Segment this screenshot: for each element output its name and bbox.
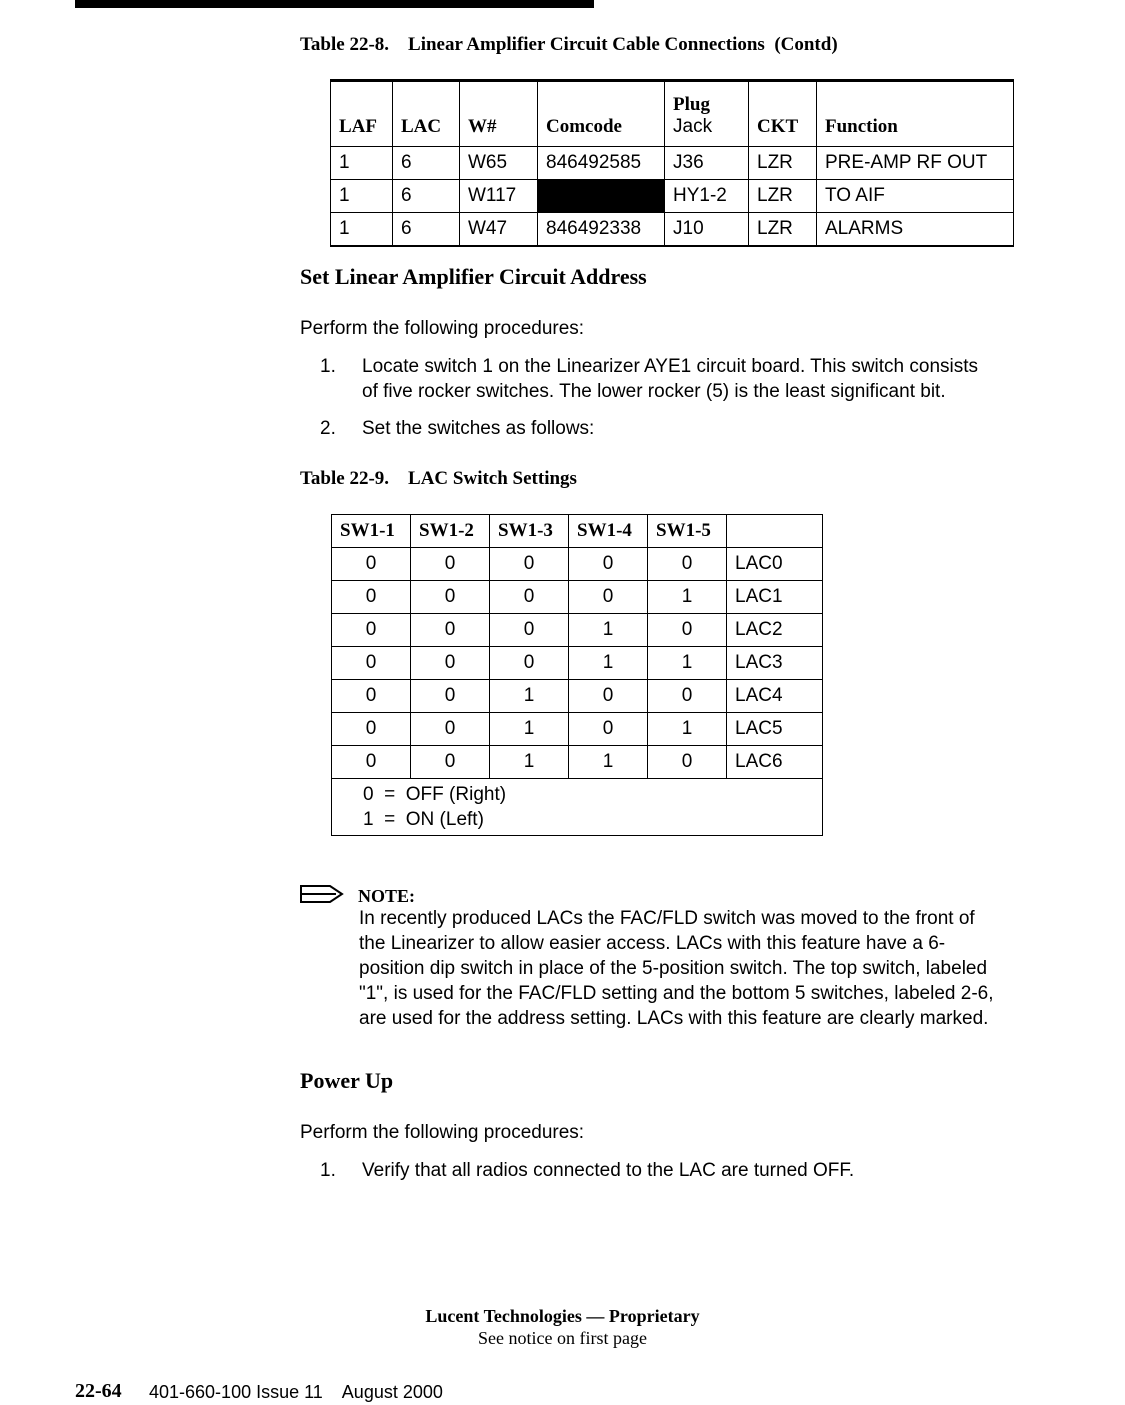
note-label: NOTE: — [358, 886, 416, 906]
cell-switch: 0 — [332, 746, 411, 779]
cell-switch: 0 — [332, 548, 411, 581]
note-line: are used for the address setting. LACs with this feature are clearly marked. — [359, 1008, 989, 1029]
cell-switch: 1 — [648, 647, 727, 680]
col-sw1-3: SW1-3 — [490, 515, 569, 548]
table-legend-row — [332, 779, 823, 836]
cell-switch: 1 — [569, 614, 648, 647]
list-item — [320, 416, 1060, 442]
cell-lac: 6 — [393, 213, 460, 247]
cell-laf: 1 — [331, 147, 393, 180]
cell-switch: 1 — [648, 713, 727, 746]
cell-plugjack: J36 — [665, 147, 749, 180]
note-line: the Linearizer to allow easier access. LACs with this feature have a 6- — [359, 933, 946, 954]
table-row — [332, 581, 823, 614]
cell-switch: 1 — [490, 746, 569, 779]
table-row — [332, 746, 823, 779]
cell-laf: 1 — [331, 180, 393, 213]
note-line: "1", is used for the FAC/FLD setting and the bottom 5 switches, labeled 2-6, — [359, 983, 994, 1004]
col-w: W# — [460, 81, 538, 147]
table1-caption: Table 22-8. Linear Amplifier Circuit Cable Connections (Contd) — [300, 34, 838, 55]
table-header-row — [331, 81, 1014, 147]
lac-switch-settings-table — [331, 514, 823, 836]
step-number: 1. — [320, 356, 336, 377]
table-row — [332, 713, 823, 746]
footer-company: Lucent Technologies — Proprietary — [425, 1306, 700, 1326]
cell-switch: 0 — [411, 713, 490, 746]
cell-switch: 0 — [648, 680, 727, 713]
step-text: Set the switches as follows: — [362, 418, 595, 439]
col-lac: LAC — [393, 81, 460, 147]
cell-laf: 1 — [331, 213, 393, 247]
cell-switch: 0 — [648, 746, 727, 779]
section-intro: Perform the following procedures: — [300, 1122, 585, 1143]
cell-ckt: LZR — [749, 180, 817, 213]
document-id: 401-660-100 Issue 11 August 2000 — [149, 1382, 443, 1402]
cell-switch: 0 — [332, 680, 411, 713]
cell-switch: 0 — [411, 680, 490, 713]
col-sw1-1: SW1-1 — [332, 515, 411, 548]
cell-function: PRE-AMP RF OUT — [817, 147, 1014, 180]
cell-comcode-redacted — [538, 180, 665, 213]
cell-switch: 0 — [569, 713, 648, 746]
step-text-line: Locate switch 1 on the Linearizer AYE1 circuit board. This switch consists — [362, 356, 979, 377]
table-row — [331, 213, 1014, 247]
cell-switch: 0 — [490, 548, 569, 581]
cell-switch: 0 — [332, 647, 411, 680]
top-rule — [75, 0, 594, 8]
table2-caption: Table 22-9. LAC Switch Settings — [300, 468, 577, 489]
cell-switch: 1 — [490, 713, 569, 746]
section-heading-address: Set Linear Amplifier Circuit Address — [300, 264, 647, 289]
page-number: 22-64 — [75, 1380, 122, 1402]
col-ckt: CKT — [749, 81, 817, 147]
step-number: 2. — [320, 418, 336, 439]
cell-lac: LAC5 — [727, 713, 823, 746]
table-row — [332, 548, 823, 581]
col-function: Function — [817, 81, 1014, 147]
cell-switch: 0 — [569, 680, 648, 713]
cell-w: W47 — [460, 213, 538, 247]
cell-switch: 0 — [411, 548, 490, 581]
step-number: 1. — [320, 1160, 336, 1181]
cell-w: W117 — [460, 180, 538, 213]
legend-off: 0 = OFF (Right) — [363, 784, 507, 805]
cell-switch: 0 — [490, 581, 569, 614]
switch-legend — [332, 779, 823, 836]
step-text — [362, 354, 1052, 404]
cell-switch: 1 — [569, 746, 648, 779]
cell-ckt: LZR — [749, 213, 817, 247]
table-row — [331, 147, 1014, 180]
table-header-row — [332, 515, 823, 548]
cable-connections-table — [330, 79, 1014, 247]
col-comcode: Comcode — [538, 81, 665, 147]
cell-lac: LAC3 — [727, 647, 823, 680]
cell-plugjack: HY1-2 — [665, 180, 749, 213]
list-item — [320, 354, 1060, 406]
col-plug: Plug — [673, 94, 710, 115]
cell-switch: 1 — [648, 581, 727, 614]
table-row — [331, 180, 1014, 213]
table-row — [332, 614, 823, 647]
col-laf: LAF — [331, 81, 393, 147]
cell-lac: 6 — [393, 180, 460, 213]
cell-lac: LAC6 — [727, 746, 823, 779]
col-jack: Jack — [673, 116, 713, 137]
cell-switch: 0 — [332, 614, 411, 647]
col-sw1-2: SW1-2 — [411, 515, 490, 548]
section-heading-power-up: Power Up — [300, 1068, 394, 1093]
cell-switch: 1 — [490, 680, 569, 713]
note-text — [359, 906, 1059, 1031]
cell-switch: 0 — [411, 746, 490, 779]
cell-plugjack: J10 — [665, 213, 749, 247]
cell-switch: 0 — [332, 713, 411, 746]
cell-lac: LAC0 — [727, 548, 823, 581]
cell-switch: 0 — [490, 614, 569, 647]
note-line: In recently produced LACs the FAC/FLD switch was moved to the front of — [359, 908, 975, 929]
cell-switch: 0 — [648, 548, 727, 581]
cell-switch: 0 — [569, 548, 648, 581]
section-intro: Perform the following procedures: — [300, 318, 585, 339]
step-text-line: of five rocker switches. The lower rocker (5) is the least significant bit. — [362, 381, 946, 402]
cell-lac: 6 — [393, 147, 460, 180]
cell-switch: 0 — [411, 647, 490, 680]
note-line: position dip switch in place of the 5-position switch. The top switch, labeled — [359, 958, 988, 979]
col-plug-jack — [665, 81, 749, 147]
cell-switch: 0 — [569, 581, 648, 614]
cell-lac: LAC2 — [727, 614, 823, 647]
legend-on: 1 = ON (Left) — [363, 809, 484, 830]
note-pointer-icon — [300, 884, 344, 904]
cell-ckt: LZR — [749, 147, 817, 180]
step-text: Verify that all radios connected to the LAC are turned OFF. — [362, 1160, 855, 1181]
col-sw1-4: SW1-4 — [569, 515, 648, 548]
cell-comcode: 846492585 — [538, 147, 665, 180]
cell-switch: 0 — [411, 581, 490, 614]
col-sw1-5: SW1-5 — [648, 515, 727, 548]
list-item — [320, 1158, 1060, 1184]
cell-function: TO AIF — [817, 180, 1014, 213]
cell-comcode: 846492338 — [538, 213, 665, 247]
cell-w: W65 — [460, 147, 538, 180]
cell-lac: LAC1 — [727, 581, 823, 614]
table-row — [332, 680, 823, 713]
cell-switch: 0 — [490, 647, 569, 680]
cell-switch: 1 — [569, 647, 648, 680]
cell-switch: 0 — [411, 614, 490, 647]
cell-lac: LAC4 — [727, 680, 823, 713]
footer-notice: See notice on first page — [478, 1328, 647, 1348]
col-lac — [727, 515, 823, 548]
cell-function: ALARMS — [817, 213, 1014, 247]
table-row — [332, 647, 823, 680]
cell-switch: 0 — [648, 614, 727, 647]
cell-switch: 0 — [332, 581, 411, 614]
